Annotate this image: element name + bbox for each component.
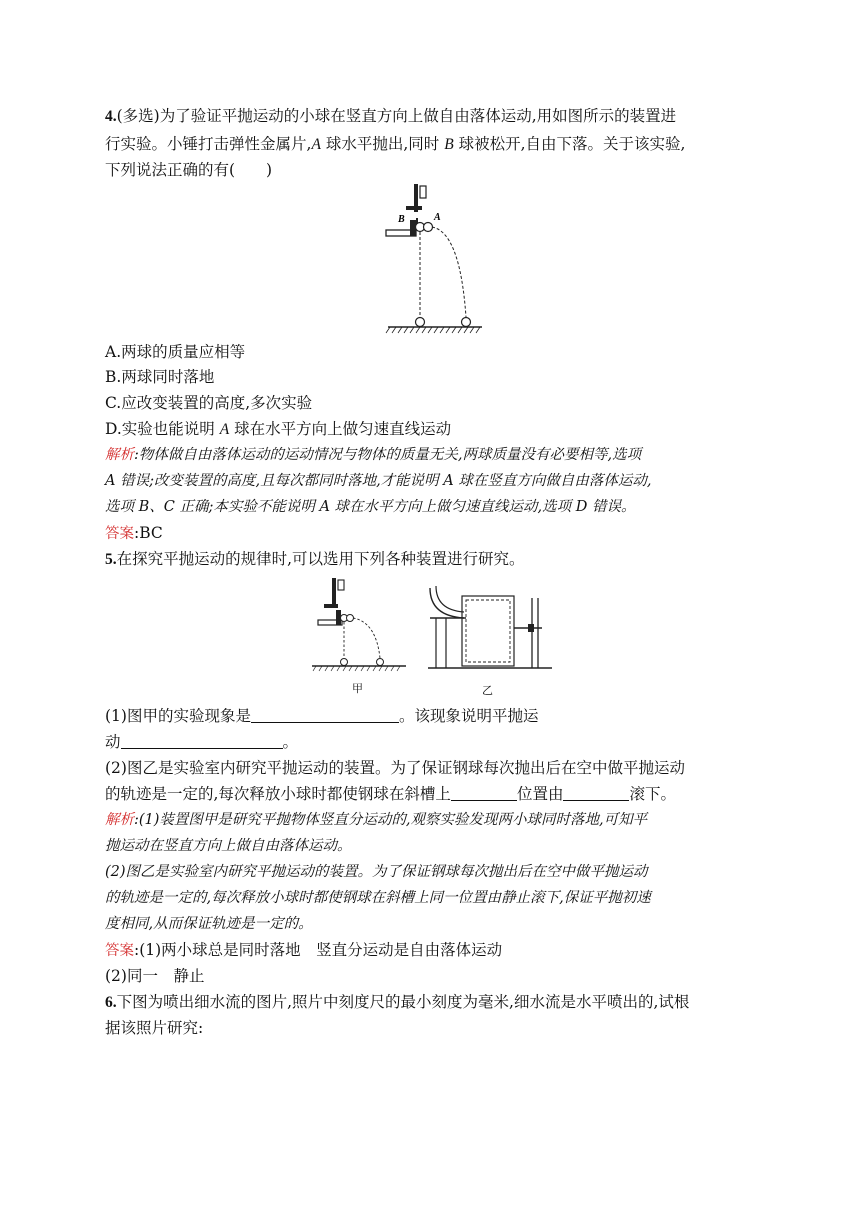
hammer-head xyxy=(324,604,338,608)
q6-stem-line2: 据该照片研究: xyxy=(105,1019,204,1037)
q5-part1-line1: (1)图甲的实验现象是 。该现象说明平抛运 xyxy=(105,707,539,725)
q5-analysis-label: 解析 xyxy=(105,812,134,828)
answer-blank-1[interactable] xyxy=(251,706,399,723)
q5-analysis-line2: 抛运动在竖直方向上做自由落体运动。 xyxy=(105,838,352,854)
q5-analysis-line4: 的轨迹是一定的,每次释放小球时都使钢球在斜槽上同一位置由静止滚下,保证平抛初速 xyxy=(105,890,651,906)
q4-analysis-label: 解析 xyxy=(105,447,134,463)
ball-a xyxy=(347,615,354,622)
hammer-head xyxy=(406,206,422,210)
figure-label-yi: 乙 xyxy=(482,684,493,697)
answer-blank-2[interactable] xyxy=(121,732,283,749)
q5-figure-jia xyxy=(310,574,410,674)
q4-analysis-line1: 解析:物体做自由落体运动的运动情况与物体的质量无关,两球质量没有必要相等,选项 xyxy=(105,447,642,463)
q5-stem: 5.在探究平抛运动的规律时,可以选用下列各种装置进行研究。 xyxy=(105,550,525,568)
ground-hatching xyxy=(313,666,400,671)
q4-analysis-line3: 选项 B、C 正确;本实验不能说明 A 球在水平方向上做匀速直线运动,选项 D 错误。 xyxy=(105,499,636,515)
chute-curve-inner xyxy=(436,586,464,612)
ball-b-landed xyxy=(341,659,348,666)
q4-option-d: D.实验也能说明 A 球在水平方向上做匀速直线运动 xyxy=(105,420,452,438)
chute-curve xyxy=(430,588,464,618)
answer-blank-3[interactable] xyxy=(451,784,517,801)
label-b: B xyxy=(398,214,405,225)
q4-analysis-line2: A 错误;改变装置的高度,且每次都同时落地,才能说明 A 球在竖直方向做自由落体运动, xyxy=(105,473,652,489)
answer-blank-4[interactable] xyxy=(563,784,629,801)
ball-a-landed xyxy=(377,659,384,666)
q5-number: 5. xyxy=(105,551,117,568)
q4-answer-label: 答案 xyxy=(105,526,134,542)
ball-b-landed xyxy=(416,318,425,327)
q4-option-a: A.两球的质量应相等 xyxy=(105,343,246,361)
q5-answer-label: 答案 xyxy=(105,943,134,959)
flag xyxy=(420,186,426,198)
q4-apparatus-figure xyxy=(380,180,500,340)
ball-a-landed xyxy=(462,318,471,327)
paper-sheet xyxy=(466,600,510,662)
q4-stem-line3: 下列说法正确的有( ) xyxy=(105,161,273,179)
q4-stem-line2: 行实验。小锤打击弹性金属片,A 球水平抛出,同时 B 球被松开,自由下落。关于该实验, xyxy=(105,135,686,153)
q6-stem-line1: 6.下图为喷出细水流的图片,照片中刻度尺的最小刻度为毫米,细水流是水平喷出的,试根 xyxy=(105,993,690,1011)
q4-option-b: B.两球同时落地 xyxy=(105,368,215,386)
flag xyxy=(338,580,344,590)
figure-label-jia: 甲 xyxy=(352,682,363,695)
q5-answer-line2: (2)同一 静止 xyxy=(105,967,205,985)
q4-number: 4. xyxy=(105,108,117,125)
board xyxy=(462,596,514,666)
q5-part2-line2: 的轨迹是一定的,每次释放小球时都使钢球在斜槽上 位置由 滚下。 xyxy=(105,785,676,803)
label-a: A xyxy=(434,212,441,223)
q5-analysis-line1: 解析:(1)装置图甲是研究平抛物体竖直分运动的,观察实验发现两小球同时落地,可知平 xyxy=(105,812,648,828)
projectile-path xyxy=(353,618,380,658)
q5-answer-line1: 答案:(1)两小球总是同时落地 竖直分运动是自由落体运动 xyxy=(105,941,503,959)
q4-option-c: C.应改变装置的高度,多次实验 xyxy=(105,394,313,412)
q5-analysis-line5: 度相同,从而保证轨迹是一定的。 xyxy=(105,916,313,932)
projectile-path xyxy=(432,227,466,317)
q4-answer: 答案:BC xyxy=(105,524,163,542)
q4-stem-line1: 4.(多选)为了验证平抛运动的小球在竖直方向上做自由落体运动,用如图所示的装置进 xyxy=(105,107,677,125)
q5-analysis-line3: (2)图乙是实验室内研究平抛运动的装置。为了保证钢球每次抛出后在空中做平抛运动 xyxy=(105,864,648,880)
clamp xyxy=(528,624,534,632)
stand-post xyxy=(332,578,336,608)
ball-a xyxy=(424,223,433,232)
q5-part2-line1: (2)图乙是实验室内研究平抛运动的装置。为了保证钢球每次抛出后在空中做平抛运动 xyxy=(105,759,685,777)
ground-hatching xyxy=(386,327,480,333)
q5-part1-line2: 动 。 xyxy=(105,733,299,751)
q6-number: 6. xyxy=(105,994,117,1011)
q5-figure-yi xyxy=(426,578,556,674)
